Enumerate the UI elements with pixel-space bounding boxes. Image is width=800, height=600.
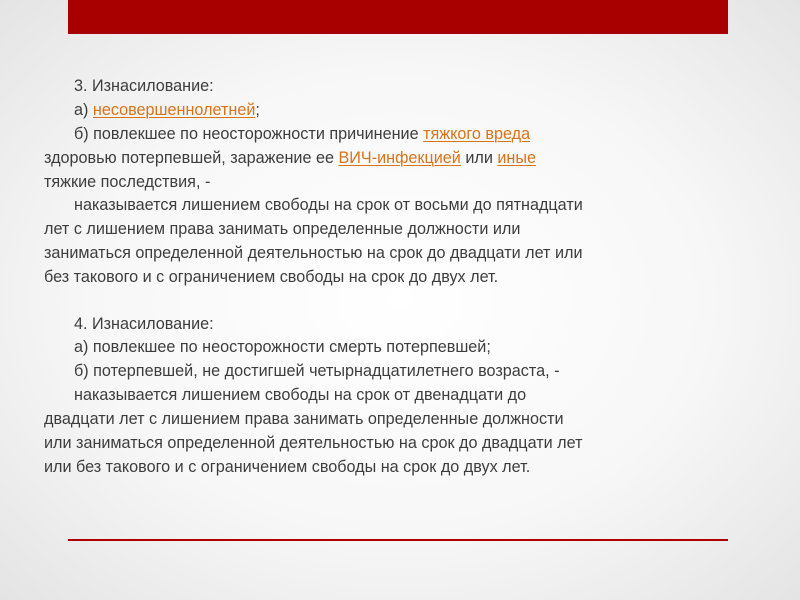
- article-4-punishment-line: или без такового и с ограничением свободы на срок до двух лет.: [44, 457, 531, 476]
- article-4-heading: 4. Изнасилование:: [74, 314, 214, 333]
- article-3-item-a: [44, 99, 734, 123]
- article-text: [44, 75, 734, 480]
- other-link[interactable]: иные: [497, 148, 536, 167]
- article-4-item-a: а) повлекшее по неосторожности смерть потерпевшей;: [74, 338, 491, 357]
- minor-link[interactable]: несовершеннолетней: [92, 100, 256, 119]
- article-3-punishment-line: наказывается лишением свободы на срок от восьми до пятнадцати: [74, 196, 583, 215]
- article-3-punishment-line: лет с лишением права занимать определенные должности или: [44, 220, 521, 239]
- article-4-punishment-line: или заниматься определенной деятельностью на срок до двадцати лет: [44, 433, 583, 452]
- article-3-item-b: [44, 123, 734, 147]
- paragraph-gap: [44, 290, 734, 313]
- article-3-item-b-end: тяжкие последствия, -: [44, 172, 211, 191]
- article-4-item-b: б) потерпевшей, не достигшей четырнадцатилетнего возраста, -: [74, 362, 560, 381]
- article-4-punishment-line: двадцати лет с лишением права занимать определенные должности: [44, 410, 564, 429]
- article-3-item-b-or: или: [460, 148, 498, 167]
- article-3-item-a-prefix: а): [74, 100, 93, 119]
- top-banner: [68, 0, 728, 34]
- article-3-punishment-line: заниматься определенной деятельностью на срок до двадцати лет или: [44, 244, 583, 263]
- article-3-item-b-prefix: б) повлекшее по неосторожности причинение: [74, 124, 424, 143]
- article-3-item-b-text: здоровью потерпевшей, заражение ее: [44, 148, 339, 167]
- grave-harm-link[interactable]: тяжкого вреда: [423, 124, 531, 143]
- article-3-punishment-line: без такового и с ограничением свободы на срок до двух лет.: [44, 268, 499, 287]
- hiv-infection-link[interactable]: ВИЧ-инфекцией: [338, 148, 461, 167]
- article-4-punishment-line: наказывается лишением свободы на срок от двенадцати до: [74, 386, 527, 405]
- article-3-heading: 3. Изнасилование:: [74, 77, 214, 95]
- article-3-item-a-suffix: ;: [255, 100, 260, 119]
- bottom-divider: [68, 539, 728, 541]
- article-3-item-b-continued: [44, 147, 734, 171]
